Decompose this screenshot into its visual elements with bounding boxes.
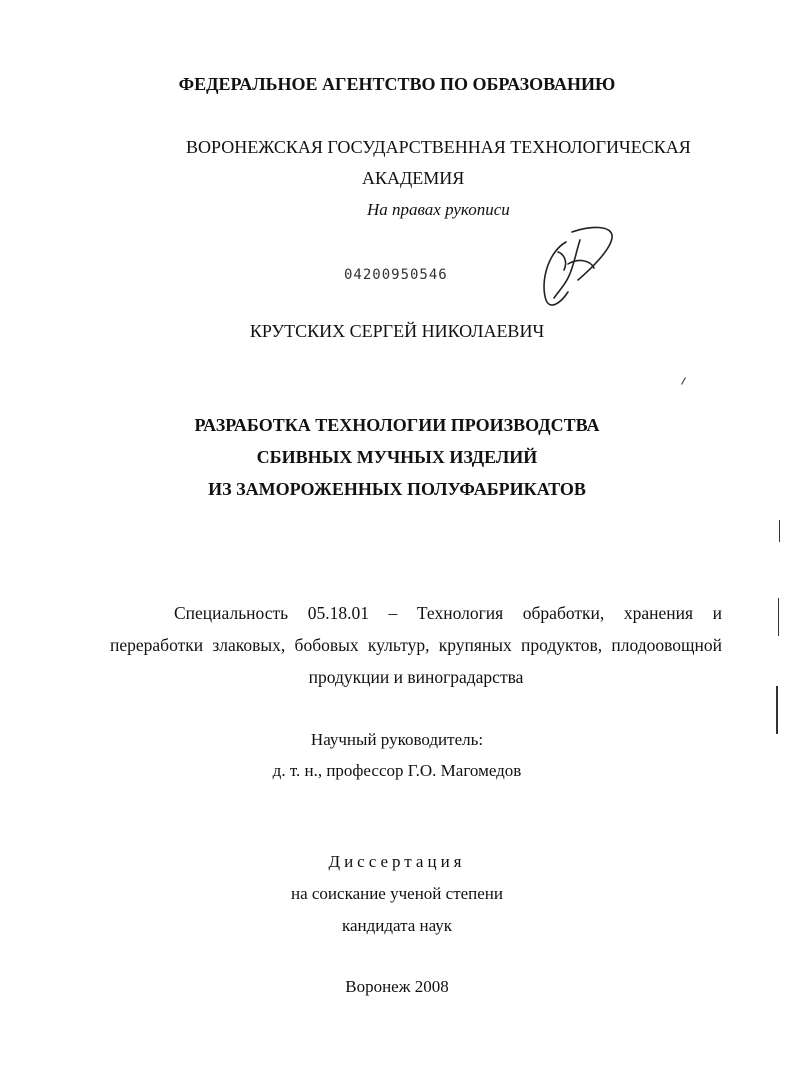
advisor-label: Научный руководитель: bbox=[310, 730, 484, 749]
academy-name-line2: АКАДЕМИЯ bbox=[362, 168, 465, 188]
manuscript-note: На правах рукописи bbox=[367, 200, 510, 219]
title-line3: ИЗ ЗАМОРОЖЕННЫХ ПОЛУФАБРИКАТОВ bbox=[208, 479, 586, 499]
specialty-description: Специальность 05.18.01 – Технология обработки, хранения и переработки злаковых, бобовых культур, крупяных продуктов, плодоовощной продукции и виноградарства bbox=[110, 603, 722, 687]
scan-mark bbox=[778, 598, 779, 636]
registration-number: 04200950546 bbox=[344, 267, 448, 283]
degree-level: кандидата наук bbox=[341, 916, 453, 935]
advisor-name: д. т. н., профессор Г.О. Магомедов bbox=[272, 761, 522, 780]
academy-name-line1: ВОРОНЕЖСКАЯ ГОСУДАРСТВЕННАЯ ТЕХНОЛОГИЧЕСКАЯ bbox=[186, 137, 691, 157]
author-name: КРУТСКИХ СЕРГЕЙ НИКОЛАЕВИЧ bbox=[249, 321, 545, 341]
title-line1: РАЗРАБОТКА ТЕХНОЛОГИИ ПРОИЗВОДСТВА bbox=[194, 415, 600, 435]
signature-icon bbox=[538, 222, 618, 312]
scan-mark bbox=[681, 377, 686, 384]
agency-heading: ФЕДЕРАЛЬНОЕ АГЕНТСТВО ПО ОБРАЗОВАНИЮ bbox=[178, 74, 616, 94]
degree-purpose: на соискание ученой степени bbox=[290, 884, 504, 903]
place-year: Воронеж 2008 bbox=[345, 977, 449, 996]
title-line2: СБИВНЫХ МУЧНЫХ ИЗДЕЛИЙ bbox=[256, 447, 538, 467]
degree-type: Диссертация bbox=[328, 852, 466, 871]
scan-mark bbox=[776, 686, 778, 734]
scan-mark bbox=[779, 520, 780, 542]
